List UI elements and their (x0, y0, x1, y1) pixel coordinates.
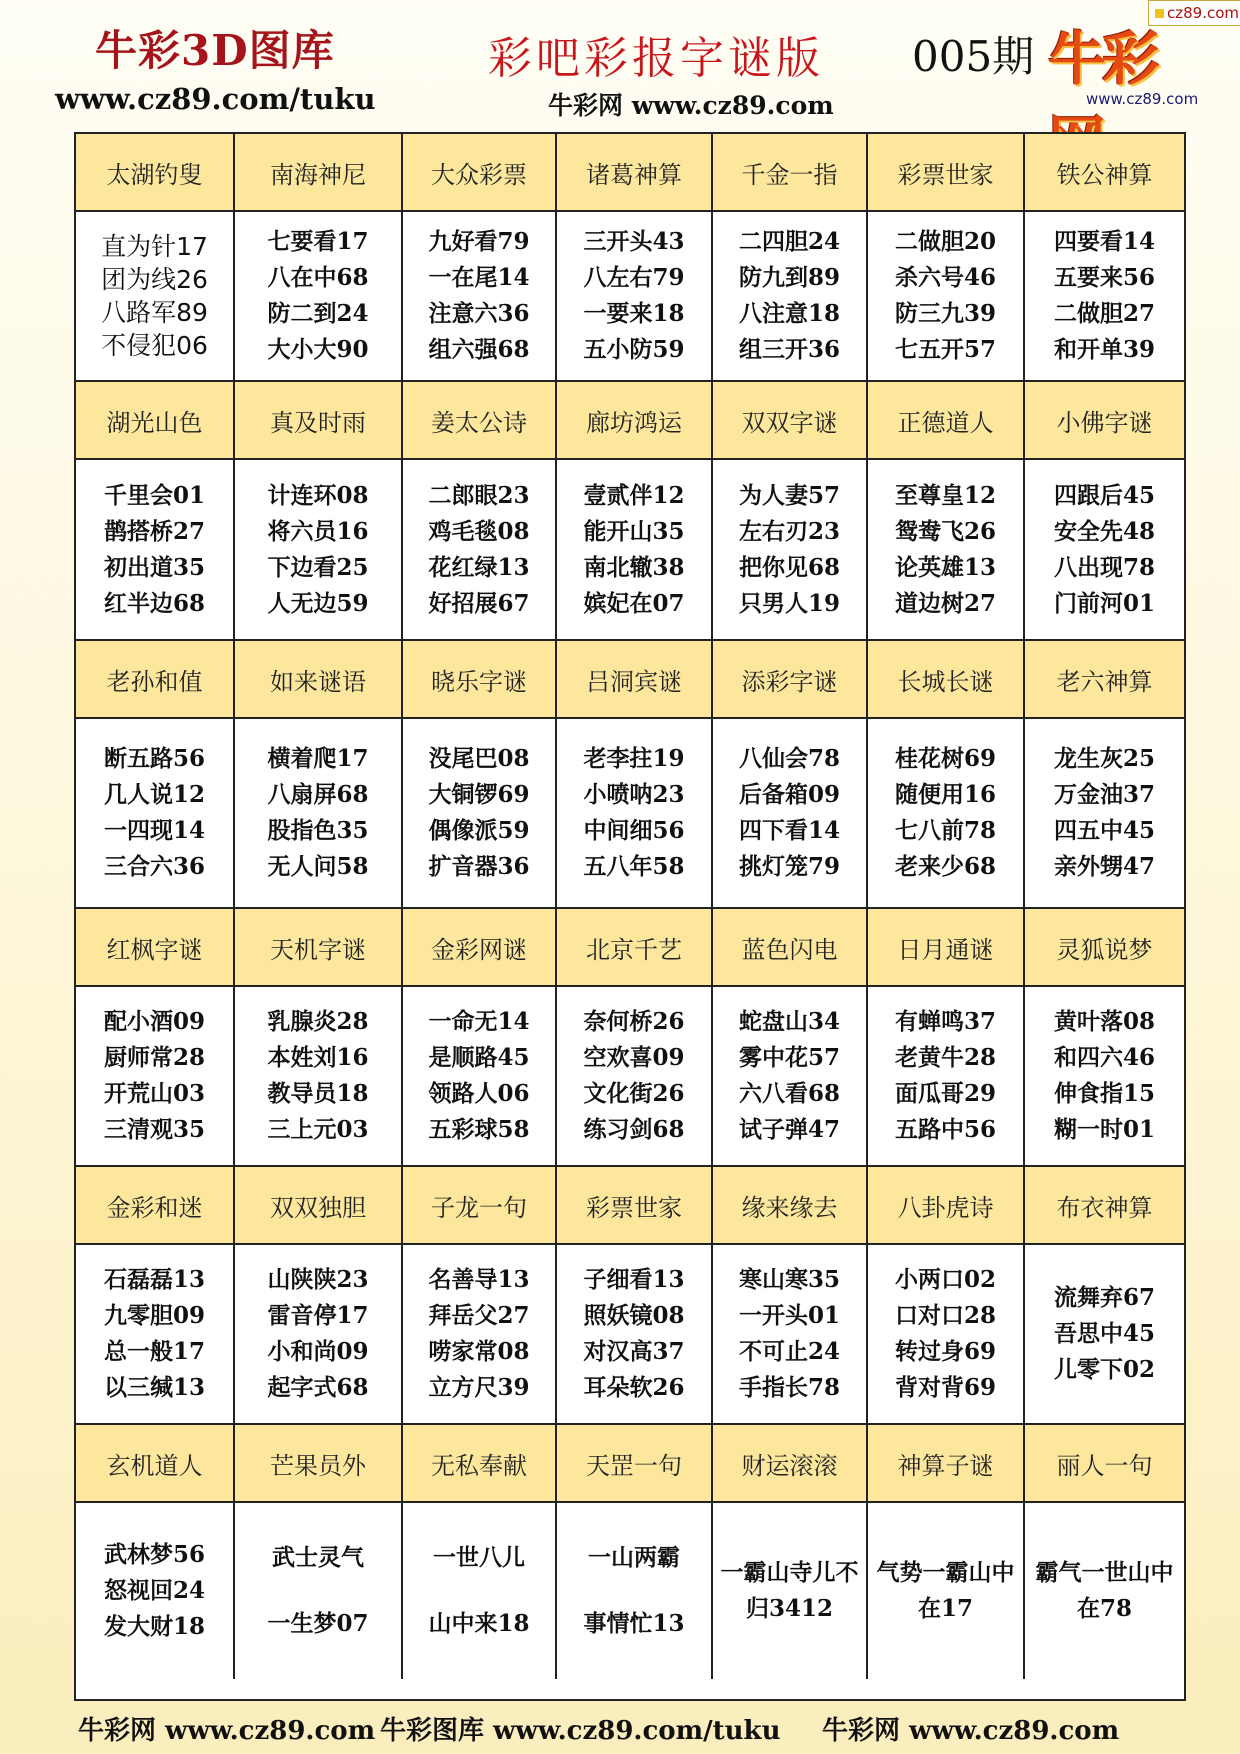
riddle-line: 怒视回24 (103, 1577, 205, 1604)
riddle-line: 起字式68 (267, 1374, 369, 1401)
riddle-line: 乳腺炎28 (267, 1008, 369, 1035)
riddle-line: 随便用16 (894, 781, 996, 808)
riddle-cell (1025, 987, 1184, 1167)
column-header: 铁公神算 (1025, 134, 1184, 212)
riddle-line: 二做胆27 (1053, 300, 1155, 327)
riddle-line: 小喷呐23 (583, 781, 685, 808)
riddle-cell (235, 1503, 403, 1679)
riddle-line: 二郎眼23 (428, 481, 530, 509)
riddle-line: 不侵犯06 (101, 331, 208, 360)
riddle-line: 唠家常08 (428, 1338, 530, 1365)
riddle-line: 面瓜哥29 (894, 1080, 996, 1107)
riddle-line: 转过身69 (894, 1338, 996, 1365)
riddle-line: 山陕陕23 (267, 1266, 369, 1293)
riddle-cell (235, 1245, 403, 1425)
riddle-cell (235, 212, 403, 382)
riddle-line: 七五开57 (894, 336, 996, 363)
footer-link-left[interactable]: 牛彩网 www.cz89.com (78, 1716, 376, 1746)
column-header: 千金一指 (713, 134, 868, 212)
riddle-cell (403, 460, 557, 641)
riddle-line: 为人妻57 (738, 481, 840, 509)
riddle-line: 四跟后45 (1053, 481, 1155, 509)
riddle-line: 八注意18 (738, 300, 840, 327)
riddle-cell (235, 719, 403, 909)
site-url[interactable]: www.cz89.com/tuku (55, 82, 376, 116)
riddle-line: 只男人19 (738, 589, 840, 617)
riddle-line: 七八前78 (894, 817, 996, 844)
riddle-line: 八仙会78 (738, 745, 840, 772)
riddle-line: 对汉高37 (583, 1338, 685, 1365)
riddle-line: 一开头01 (738, 1302, 840, 1329)
riddle-cell (713, 1503, 868, 1679)
riddle-line: 霸气一世山中在78 (1035, 1559, 1174, 1622)
column-header: 红枫字谜 (76, 909, 235, 987)
column-header: 丽人一句 (1025, 1425, 1184, 1503)
column-header: 大众彩票 (403, 134, 557, 212)
column-header: 姜太公诗 (403, 382, 557, 460)
riddle-line: 口对口28 (894, 1302, 996, 1329)
riddle-line: 领路人06 (428, 1080, 530, 1107)
riddle-line: 子细看13 (583, 1266, 685, 1293)
riddle-line: 三合六36 (103, 853, 205, 880)
riddle-line: 嫔妃在07 (583, 589, 685, 617)
riddle-line: 厨师常28 (103, 1044, 205, 1071)
riddle-line: 桂花树69 (894, 745, 996, 772)
column-header: 北京千艺 (557, 909, 713, 987)
riddle-line: 大小大90 (267, 336, 369, 363)
riddle-cell (76, 1503, 235, 1679)
riddle-cell (868, 1503, 1025, 1679)
riddle-line: 人无边59 (267, 589, 369, 617)
column-header: 南海神尼 (235, 134, 403, 212)
riddle-line: 挑灯笼79 (738, 853, 840, 880)
riddle-line: 组六强68 (428, 336, 530, 363)
riddle-line: 老来少68 (894, 853, 996, 880)
column-header: 金彩和迷 (76, 1167, 235, 1245)
riddle-line: 事情忙13 (583, 1610, 685, 1637)
riddle-line: 和四六46 (1053, 1044, 1155, 1071)
riddle-cell (76, 987, 235, 1167)
riddle-line: 三上元03 (267, 1116, 369, 1143)
riddle-line: 南北辙38 (583, 553, 685, 581)
riddle-line: 后备箱09 (738, 781, 840, 808)
riddle-cell (868, 1245, 1025, 1425)
riddle-line: 本姓刘16 (267, 1044, 369, 1071)
column-header: 太湖钓叟 (76, 134, 235, 212)
riddle-cell (868, 719, 1025, 909)
riddle-cell (713, 719, 868, 909)
riddle-line: 奈何桥26 (583, 1008, 685, 1035)
riddle-line: 五小防59 (583, 336, 685, 363)
riddle-line: 花红绿13 (428, 553, 530, 581)
issue-number: 005期 (912, 32, 1035, 81)
badge-text: cz89.com (1167, 4, 1240, 22)
column-header: 子龙一句 (403, 1167, 557, 1245)
riddle-line: 五要来56 (1053, 264, 1155, 291)
column-header: 玄机道人 (76, 1425, 235, 1503)
riddle-line: 配小酒09 (103, 1008, 205, 1035)
riddle-cell (713, 460, 868, 641)
riddle-cell (557, 719, 713, 909)
riddle-cell (713, 1245, 868, 1425)
riddle-line: 一要来18 (583, 300, 685, 327)
column-header: 添彩字谜 (713, 641, 868, 719)
riddle-line: 红半边68 (103, 589, 205, 617)
logo-text: 牛彩 (1048, 25, 1157, 93)
riddle-line: 扩音器36 (428, 853, 530, 880)
column-header: 日月通谜 (868, 909, 1025, 987)
riddle-line: 三清观35 (103, 1116, 205, 1143)
column-header: 正德道人 (868, 382, 1025, 460)
riddle-line: 中间细56 (583, 817, 685, 844)
column-header: 小佛字谜 (1025, 382, 1184, 460)
riddle-line: 文化街26 (583, 1080, 685, 1107)
column-header: 八卦虎诗 (868, 1167, 1025, 1245)
column-header: 天罡一句 (557, 1425, 713, 1503)
riddle-line: 一四现14 (103, 817, 205, 844)
riddle-cell (557, 1245, 713, 1425)
riddle-line: 五路中56 (894, 1116, 996, 1143)
riddle-line: 论英雄13 (894, 553, 996, 581)
riddle-line: 四五中45 (1053, 817, 1155, 844)
riddle-line: 小和尚09 (267, 1338, 369, 1365)
column-header: 真及时雨 (235, 382, 403, 460)
riddle-line: 照妖镜08 (583, 1302, 685, 1329)
column-header: 布衣神算 (1025, 1167, 1184, 1245)
riddle-cell (403, 1245, 557, 1425)
riddle-line: 至尊皇12 (894, 481, 996, 509)
riddle-line: 和开单39 (1053, 336, 1155, 363)
riddle-cell (557, 1503, 713, 1679)
column-header: 老孙和值 (76, 641, 235, 719)
riddle-line: 九好看79 (428, 228, 530, 255)
column-header: 诸葛神算 (557, 134, 713, 212)
riddle-line: 八扇屏68 (267, 781, 369, 808)
riddle-cell (868, 987, 1025, 1167)
riddle-line: 三开头43 (583, 228, 685, 255)
riddle-line: 六八看68 (738, 1080, 840, 1107)
riddle-line: 空欢喜09 (583, 1044, 685, 1071)
column-header: 无私奉献 (403, 1425, 557, 1503)
riddle-cell (713, 987, 868, 1167)
riddle-line: 几人说12 (103, 781, 205, 808)
column-header: 彩票世家 (868, 134, 1025, 212)
riddle-line: 教导员18 (267, 1080, 369, 1107)
riddle-line: 大铜锣69 (428, 781, 530, 808)
riddle-line: 儿零下02 (1053, 1356, 1155, 1383)
riddle-line: 防三九39 (894, 300, 996, 327)
column-header: 缘来缘去 (713, 1167, 868, 1245)
riddle-line: 练习剑68 (583, 1116, 685, 1143)
riddle-line: 老黄牛28 (894, 1044, 996, 1071)
riddle-line: 四下看14 (738, 817, 840, 844)
site-title: 牛彩3D图库 (95, 26, 335, 75)
riddle-line: 气势一霸山中在17 (876, 1559, 1015, 1622)
riddle-cell (557, 460, 713, 641)
riddle-line: 八在中68 (267, 264, 369, 291)
riddle-cell (557, 212, 713, 382)
riddle-line: 团为线26 (101, 265, 208, 294)
riddle-line: 偶像派59 (428, 817, 530, 844)
riddle-cell (403, 1503, 557, 1679)
riddle-line: 杀六号46 (894, 264, 996, 291)
logo-url: www.cz89.com (1086, 90, 1199, 108)
riddle-line: 安全先48 (1053, 517, 1155, 545)
riddle-line: 不可止24 (738, 1338, 840, 1365)
riddle-line: 蛇盘山34 (738, 1008, 840, 1035)
riddle-line: 九零胆09 (103, 1302, 205, 1329)
riddle-table (74, 132, 1186, 1701)
riddle-cell (1025, 719, 1184, 909)
column-header: 湖光山色 (76, 382, 235, 460)
riddle-line: 组三开36 (738, 336, 840, 363)
riddle-line: 二四胆24 (738, 228, 840, 255)
column-header: 神算子谜 (868, 1425, 1025, 1503)
riddle-cell (868, 460, 1025, 641)
column-header: 如来谜语 (235, 641, 403, 719)
riddle-line: 股指色35 (267, 817, 369, 844)
riddle-line: 石磊磊13 (103, 1266, 205, 1293)
riddle-cell (1025, 1245, 1184, 1425)
riddle-line: 武士灵气 (272, 1544, 364, 1571)
column-header: 灵狐说梦 (1025, 909, 1184, 987)
brand-logo[interactable] (1048, 12, 1198, 112)
riddle-line: 名善导13 (428, 1266, 530, 1293)
riddle-line: 道边树27 (894, 589, 996, 617)
riddle-line: 七要看17 (267, 228, 369, 255)
riddle-cell (235, 460, 403, 641)
riddle-cell (76, 212, 235, 382)
page-title: 彩吧彩报字谜版 (488, 33, 824, 84)
column-header: 廊坊鸿运 (557, 382, 713, 460)
column-header: 长城长谜 (868, 641, 1025, 719)
riddle-cell (403, 719, 557, 909)
riddle-line: 五八年58 (583, 853, 685, 880)
riddle-line: 黄叶落08 (1053, 1008, 1155, 1035)
riddle-line: 鸳鸯飞26 (894, 517, 996, 545)
riddle-line: 雾中花57 (738, 1044, 840, 1071)
riddle-line: 好招展67 (428, 589, 530, 617)
riddle-line: 拜岳父27 (428, 1302, 530, 1329)
riddle-line: 一山两霸 (588, 1544, 680, 1571)
riddle-line: 伸食指15 (1053, 1080, 1155, 1107)
riddle-cell (1025, 212, 1184, 382)
riddle-cell (403, 212, 557, 382)
riddle-line: 吾思中45 (1053, 1320, 1155, 1347)
riddle-line: 以三缄13 (103, 1374, 205, 1401)
riddle-line: 发大财18 (103, 1613, 205, 1640)
riddle-line: 千里会01 (103, 481, 205, 509)
riddle-line: 横着爬17 (267, 745, 369, 772)
riddle-cell (76, 719, 235, 909)
column-header: 天机字谜 (235, 909, 403, 987)
riddle-line: 小两口02 (894, 1266, 996, 1293)
riddle-line: 没尾巴08 (428, 745, 530, 772)
footer-link-right[interactable]: 牛彩网 www.cz89.com (822, 1716, 1120, 1746)
riddle-line: 手指长78 (738, 1374, 840, 1401)
riddle-line: 背对背69 (894, 1374, 996, 1401)
riddle-line: 无人问58 (267, 853, 369, 880)
riddle-line: 糊一时01 (1053, 1116, 1155, 1143)
riddle-line: 开荒山03 (103, 1080, 205, 1107)
riddle-cell (76, 460, 235, 641)
riddle-cell (868, 212, 1025, 382)
riddle-line: 流舞弃67 (1053, 1284, 1155, 1311)
column-header: 晓乐字谜 (403, 641, 557, 719)
riddle-line: 有蝉鸣37 (894, 1008, 996, 1035)
riddle-line: 把你见68 (738, 553, 840, 581)
riddle-line: 亲外甥47 (1053, 853, 1155, 880)
header-url[interactable]: 牛彩网 www.cz89.com (548, 91, 834, 120)
column-header: 双双独胆 (235, 1167, 403, 1245)
riddle-cell (235, 987, 403, 1167)
riddle-line: 一世八儿 (433, 1544, 525, 1571)
riddle-cell (403, 987, 557, 1167)
riddle-cell (557, 987, 713, 1167)
riddle-line: 一生梦07 (267, 1610, 369, 1637)
riddle-line: 八出现78 (1053, 553, 1155, 581)
riddle-cell (1025, 1503, 1184, 1679)
column-header: 芒果员外 (235, 1425, 403, 1503)
riddle-line: 一命无14 (428, 1008, 530, 1035)
riddle-line: 老李拄19 (583, 745, 685, 772)
riddle-line: 将六员16 (267, 517, 369, 545)
riddle-line: 万金油37 (1053, 781, 1155, 808)
riddle-line: 下边看25 (267, 553, 369, 581)
riddle-line: 龙生灰25 (1053, 745, 1155, 772)
riddle-line: 武林梦56 (103, 1541, 205, 1568)
riddle-line: 防九到89 (738, 264, 840, 291)
riddle-line: 二做胆20 (894, 228, 996, 255)
footer-link-middle[interactable]: 牛彩图库 www.cz89.com/tuku (380, 1716, 781, 1746)
riddle-line: 鹊搭桥27 (103, 517, 205, 545)
riddle-line: 五彩球58 (428, 1116, 530, 1143)
column-header: 金彩网谜 (403, 909, 557, 987)
riddle-line: 寒山寒35 (738, 1266, 840, 1293)
riddle-line: 是顺路45 (428, 1044, 530, 1071)
riddle-line: 防二到24 (267, 300, 369, 327)
column-header: 老六神算 (1025, 641, 1184, 719)
riddle-line: 鸡毛毯08 (428, 517, 530, 545)
riddle-line: 试子弹47 (738, 1116, 840, 1143)
riddle-line: 立方尺39 (428, 1374, 530, 1401)
riddle-line: 雷音停17 (267, 1302, 369, 1329)
riddle-line: 断五路56 (103, 745, 205, 772)
riddle-line: 四要看14 (1053, 228, 1155, 255)
riddle-line: 能开山35 (583, 517, 685, 545)
riddle-line: 耳朵软26 (583, 1374, 685, 1401)
riddle-cell (1025, 460, 1184, 641)
riddle-line: 左右刃23 (738, 517, 840, 545)
column-header: 蓝色闪电 (713, 909, 868, 987)
riddle-line: 八左右79 (583, 264, 685, 291)
column-header: 财运滚滚 (713, 1425, 868, 1503)
riddle-line: 壹贰伴12 (583, 481, 685, 509)
riddle-line: 计连环08 (267, 481, 369, 509)
riddle-line: 注意六36 (428, 300, 530, 327)
riddle-line: 直为针17 (101, 232, 208, 261)
riddle-line: 初出道35 (103, 553, 205, 581)
riddle-line: 总一般17 (103, 1338, 205, 1365)
riddle-line: 八路军89 (101, 298, 208, 327)
riddle-line: 山中来18 (428, 1610, 530, 1637)
riddle-line: 一霸山寺儿不归3412 (720, 1559, 859, 1622)
riddle-line: 一在尾14 (428, 264, 530, 291)
riddle-cell (76, 1245, 235, 1425)
riddle-cell (713, 212, 868, 382)
column-header: 双双字谜 (713, 382, 868, 460)
column-header: 彩票世家 (557, 1167, 713, 1245)
riddle-line: 门前河01 (1053, 589, 1155, 617)
column-header: 吕洞宾谜 (557, 641, 713, 719)
